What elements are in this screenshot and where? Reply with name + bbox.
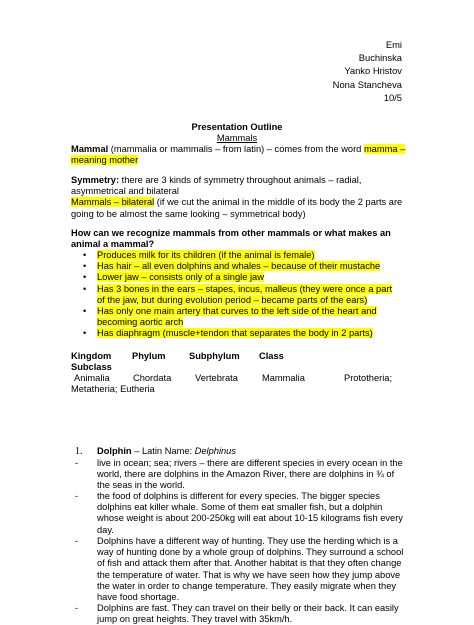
- taxonomy-value: Chordata: [133, 373, 172, 383]
- list-item: [97, 458, 427, 492]
- dolphin-heading: [97, 446, 236, 457]
- list-item: [71, 284, 416, 306]
- symmetry-text: going to be almost the same looking – symmetrical body): [71, 208, 306, 219]
- list-item-text: live in ocean; sea; rivers – there are different species in every ocean in the: [97, 458, 403, 468]
- bullet-icon: •: [83, 283, 87, 294]
- list-item-text: whose weight is about 200-250kg will eat about 10-15 kilograms fish every: [97, 513, 403, 524]
- list-item-text: jump on great heights. They travel with 35km/h.: [97, 614, 293, 625]
- list-item: [71, 250, 416, 261]
- dash-marker: -: [75, 491, 79, 501]
- list-item-text: the temperature of water. That is why we have seen how they jump above: [97, 569, 401, 580]
- list-item-text: way of hunting done by a whole group of dolphins. They surround a school: [97, 547, 404, 558]
- dash-marker: -: [75, 603, 79, 613]
- bullet-icon: •: [83, 328, 87, 339]
- latin-name: Delphinus: [194, 446, 237, 456]
- symmetry-paragraph: [71, 175, 411, 220]
- mamma-highlight: mamma –: [363, 144, 406, 154]
- dash-marker: -: [75, 536, 79, 546]
- mammal-traits-list: [71, 250, 416, 340]
- latin-label: – Latin Name:: [131, 446, 195, 456]
- taxonomy-value: Prototheria;: [344, 373, 393, 383]
- list-item-text: the water in order to change temperature. They easily migrate when they: [97, 580, 397, 591]
- dolphin-number: 1.: [75, 446, 83, 457]
- taxonomy-header: Subphylum: [189, 351, 240, 361]
- list-item: [97, 536, 427, 603]
- bullet-icon: •: [83, 306, 87, 317]
- author-block: [333, 38, 402, 104]
- author-line: Nona Stancheva: [332, 78, 402, 90]
- taxonomy-value: Mammalia: [262, 373, 305, 383]
- list-item-text: Produces milk for its children (if the animal is female): [97, 250, 315, 260]
- list-item-text: Lower jaw – consists only of a single jaw: [97, 272, 264, 283]
- list-item: [97, 603, 427, 625]
- bullet-icon: •: [83, 261, 87, 272]
- bilateral-highlight: Mammals – bilateral: [71, 197, 155, 208]
- list-item-text: of fish and attack them after that. Another habitat is that they often change: [97, 558, 402, 569]
- list-item: [71, 328, 416, 339]
- taxonomy-value: Animalia: [74, 373, 110, 383]
- taxonomy-value: Metatheria; Eutheria: [71, 384, 155, 394]
- list-item: [71, 261, 416, 272]
- list-item-text: day.: [97, 524, 114, 535]
- list-item-text: Has only one main artery that curves to the left side of the heart and: [97, 306, 377, 317]
- mammal-paragraph: [71, 144, 411, 166]
- dolphin-name: Dolphin: [97, 446, 132, 456]
- symmetry-term: Symmetry:: [71, 175, 120, 185]
- list-item-text: the food of dolphins is different for every species. The bigger species: [97, 491, 380, 501]
- symmetry-text: (if we cut the animal in the middle of its body the 2 parts are: [154, 197, 403, 208]
- list-item: [71, 272, 416, 283]
- taxonomy-header: Kingdom: [71, 351, 112, 361]
- document-subtitle: Mammals: [216, 133, 258, 143]
- dash-marker: -: [75, 458, 79, 468]
- author-line: Emi: [385, 39, 402, 50]
- question-line: How can we recognize mammals from other mammals or what makes an: [71, 228, 391, 238]
- list-item-text: Dolphins are fast. They can travel on their belly or their back. It can easily: [97, 603, 399, 613]
- author-line: Yanko Hristov: [344, 65, 402, 77]
- taxonomy-header: Subclass: [71, 362, 112, 372]
- symmetry-text: asymmetrical and bilateral: [71, 186, 179, 197]
- symmetry-text: there are 3 kinds of symmetry throughout animals – radial,: [119, 175, 362, 185]
- list-item: [71, 306, 416, 328]
- question-line: animal a mammal?: [71, 239, 155, 250]
- list-item-text: Has diaphragm (muscle+tendon that separates the body in 2 parts): [97, 328, 373, 339]
- meaning-highlight: meaning mother: [71, 155, 139, 166]
- list-item-text: Has hair – all even dolphins and whales – because of their mustache: [97, 261, 381, 272]
- taxonomy-header: Phylum: [132, 351, 166, 361]
- list-item-text: becoming aortic arch: [97, 317, 184, 328]
- list-item-text: have food shortage.: [97, 592, 180, 603]
- taxonomy-header: Class: [259, 351, 284, 361]
- question-heading: [71, 228, 411, 250]
- taxonomy-value: Vertebrata: [195, 373, 238, 383]
- mammal-term: Mammal: [71, 144, 109, 154]
- list-item-text: world, there are dolphins in the Amazon River, there are dolphins in ¾ of: [97, 469, 395, 480]
- list-item: [97, 491, 427, 536]
- list-item-text: dolphins eat killer whale. Some of them eat smaller fish, but a dolphin: [97, 502, 383, 513]
- date-line: 10/5: [383, 91, 402, 103]
- list-item-text: Dolphins have a different way of hunting. They use the herding which is a: [97, 536, 398, 546]
- document-title: Presentation Outline: [191, 122, 283, 132]
- author-line: Buchinska: [358, 52, 402, 64]
- bullet-icon: •: [83, 250, 87, 260]
- mammal-text: (mammalia or mammalis – from latin) – comes from the word: [108, 144, 364, 154]
- bullet-icon: •: [83, 272, 87, 283]
- list-item-text: Has 3 bones in the ears – stapes, incus, malleus (they were once a part: [97, 283, 393, 294]
- list-item-text: of the jaw, but during evolution period – became parts of the ears): [97, 294, 368, 305]
- list-item-text: the seas in the world.: [97, 480, 185, 491]
